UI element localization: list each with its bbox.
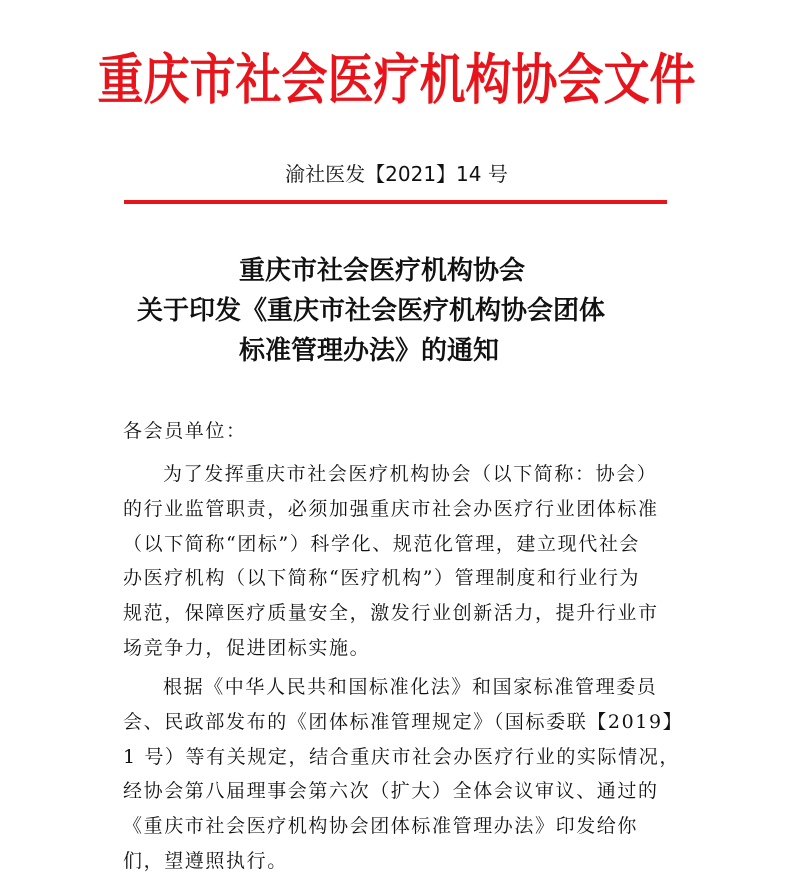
- document-number: 渝社医发【2021】14 号: [285, 162, 508, 186]
- red-divider-line: [124, 200, 667, 204]
- paragraph-line: 《重庆市社会医疗机构协会团体标准管理办法》印发给你: [123, 815, 639, 838]
- notice-title-line-1: 重庆市社会医疗机构协会: [239, 256, 526, 286]
- paragraph-line: 1 号）等有关规定，结合重庆市社会办医疗行业的实际情况，: [123, 745, 680, 768]
- paragraph-line: 的行业监管职责，必须加强重庆市社会办医疗行业团体标准: [123, 497, 659, 520]
- paragraph-line: 为了发挥重庆市社会医疗机构协会（以下简称：协会）: [163, 463, 658, 485]
- paragraph-line: 根据《中华人民共和国标准化法》和国家标准管理委员: [163, 676, 658, 698]
- paragraph-line: 经协会第八届理事会第六次（扩大）全体会议审议、通过的: [123, 780, 659, 803]
- paragraph-line: 办医疗机构（以下简称“医疗机构”）管理制度和行业行为: [123, 567, 641, 590]
- paragraph-line: （以下简称“团标”）科学化、规范化管理，建立现代社会: [123, 532, 641, 555]
- paragraph-line: 们，望遵照执行。: [123, 849, 288, 872]
- notice-title-line-2: 关于印发《重庆市社会医疗机构协会团体: [137, 296, 606, 326]
- paragraph-line: 会、民政部发布的《团体标准管理规定》（国标委联【2019】: [123, 710, 684, 733]
- document-header-title: 重庆市社会医疗机构协会文件: [97, 47, 696, 112]
- paragraph-1: [123, 457, 675, 666]
- salutation: 各会员单位：: [123, 420, 247, 442]
- notice-title-line-3: 标准管理办法》的通知: [239, 336, 500, 366]
- notice-title: [0, 251, 793, 371]
- paragraph-line: 规范，保障医疗质量安全，激发行业创新活力，提升行业市: [123, 602, 659, 625]
- paragraph-2: [123, 670, 684, 879]
- paragraph-line: 场竞争力，促进团标实施。: [123, 636, 371, 659]
